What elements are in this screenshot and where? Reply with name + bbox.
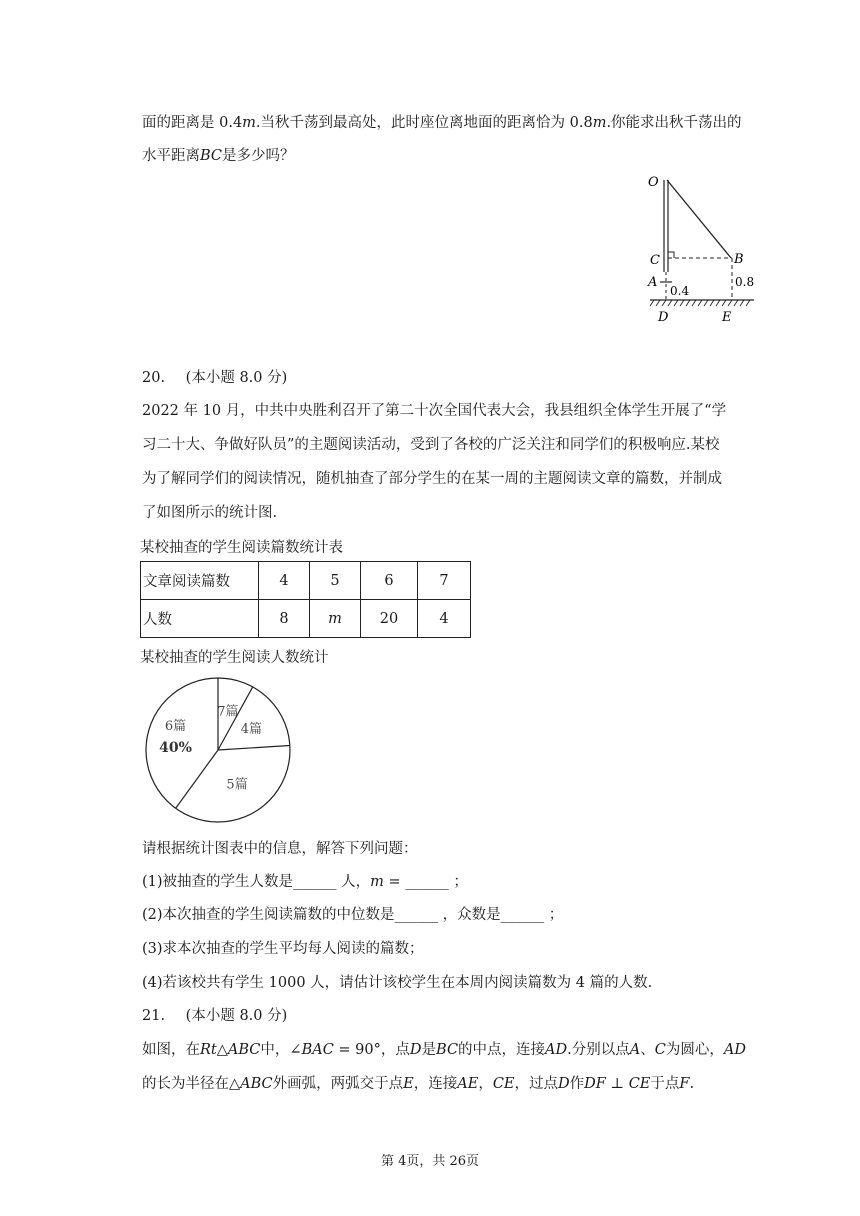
table-cell: 文章阅读篇数 <box>141 562 259 600</box>
pie-label: 4篇 <box>240 721 263 737</box>
pie-label: 6篇 <box>164 719 187 735</box>
pie-label: 5篇 <box>226 777 248 793</box>
label-C: C <box>650 253 660 268</box>
variable: D <box>558 1076 570 1092</box>
text: .你能求出秋千荡出的 <box>606 115 742 131</box>
text: .分别以点 <box>567 1042 630 1058</box>
question-number: 20. <box>142 370 166 386</box>
chart-title: 某校抽查的学生阅读人数统计 <box>140 650 329 666</box>
variable: AD <box>545 1042 568 1058</box>
variable: F <box>679 1076 690 1092</box>
label-O: O <box>648 175 659 190</box>
text: 于点 <box>650 1076 680 1092</box>
table-cell: 7 <box>418 562 471 600</box>
text: △ <box>216 1042 228 1058</box>
variable: AD <box>723 1042 746 1058</box>
stats-table <box>140 561 471 638</box>
variable: m <box>328 610 342 627</box>
label-0.8: 0.8 <box>735 275 755 289</box>
text: 中，∠ <box>260 1042 302 1058</box>
text: ，连接 <box>413 1076 458 1092</box>
variable: DF <box>584 1076 606 1092</box>
q20-para-2: 习二十大、争做好队员”的主题阅读活动，受到了各校的广泛关注和同学们的积极响应.某校 <box>142 437 720 453</box>
unit: m <box>242 115 256 131</box>
variable: C <box>654 1042 666 1058</box>
table-cell: 5 <box>310 562 361 600</box>
pie-percent-label: 40% <box>159 740 192 757</box>
q20-para-4: 了如图所示的统计图. <box>142 505 278 521</box>
variable: m <box>370 874 384 890</box>
prev-line-1 <box>142 111 742 132</box>
q21-line-2 <box>142 1072 694 1093</box>
label-B: B <box>734 252 744 267</box>
questions-intro: 请根据统计图表中的信息，解答下列问题： <box>142 841 418 857</box>
text: ， <box>478 1076 493 1092</box>
q20-sub-1 <box>142 870 468 891</box>
text: ⊥ <box>605 1076 629 1092</box>
variable: BAC <box>301 1042 334 1058</box>
text: 的中点，连接 <box>458 1042 546 1058</box>
q20-sub-3: (3)求本次抽查的学生平均每人阅读的篇数； <box>142 941 424 957</box>
text: 是 <box>421 1042 437 1058</box>
q20-para-3: 为了解同学们的阅读情况，随机抽查了部分学生的在某一周的主题阅读文章的篇数，并制成 <box>142 471 722 487</box>
variable: CE <box>628 1076 651 1092</box>
variable: A <box>629 1042 641 1058</box>
text: 、 <box>640 1042 655 1058</box>
q20-sub-2: (2)本次抽查的学生阅读篇数的中位数是______ ，众数是______ ； <box>142 907 564 923</box>
question-score: (本小题 8.0 分) <box>185 370 288 386</box>
variable: AE <box>457 1076 479 1092</box>
text: = 90°，点 <box>333 1042 410 1058</box>
table-cell: 人数 <box>141 600 259 638</box>
table-cell: 6 <box>361 562 418 600</box>
q21-line-1 <box>142 1038 746 1059</box>
text: = ______ ； <box>383 874 468 890</box>
variable: Rt <box>200 1042 217 1058</box>
text: 面的距离是 0.4 <box>142 115 243 131</box>
table-row <box>141 562 471 600</box>
text: 作 <box>569 1076 585 1092</box>
table-cell: 4 <box>418 600 471 638</box>
q21-header <box>142 1004 287 1025</box>
variable: ABC <box>227 1042 261 1058</box>
text: 外画弧，两弧交于点 <box>272 1076 404 1092</box>
pie-chart <box>140 672 296 828</box>
label-A: A <box>648 275 658 290</box>
table-cell <box>310 600 361 638</box>
table-cell: 4 <box>259 562 310 600</box>
q20-header <box>142 366 287 387</box>
page-footer: 第 4页，共 26页 <box>380 1154 480 1169</box>
swing-diagram <box>640 168 760 328</box>
text: ，过点 <box>514 1076 558 1092</box>
q20-sub-4: (4)若该校共有学生 1000 人，请估计该校学生在本周内阅读篇数为 4 篇的人数. <box>142 975 653 991</box>
table-title: 某校抽查的学生阅读篇数统计表 <box>140 540 343 556</box>
text: 的长为半径在△ <box>142 1076 241 1092</box>
text: 水平距离 <box>142 148 200 164</box>
unit: m <box>592 115 607 131</box>
text: (1)被抽查的学生人数是______ 人， <box>142 874 371 890</box>
table-row <box>141 600 471 638</box>
text: 是多少吗？ <box>222 148 295 164</box>
question-number: 21. <box>142 1008 166 1024</box>
text: . <box>689 1076 695 1092</box>
variable: BC <box>436 1042 459 1058</box>
q20-para-1: 2022 年 10 月，中共中央胜利召开了第二十次全国代表大会，我县组织全体学生开展了“学 <box>142 403 727 419</box>
text: 如图，在 <box>142 1042 200 1058</box>
variable: ABC <box>240 1076 273 1092</box>
prev-line-2 <box>142 144 295 165</box>
label-D: D <box>658 310 669 325</box>
table-cell: 20 <box>361 600 418 638</box>
text: .当秋千荡到最高处，此时座位离地面的距离恰为 0.8 <box>255 115 593 131</box>
label-E: E <box>722 310 732 325</box>
variable: BC <box>200 148 223 164</box>
text: 为圆心， <box>665 1042 724 1058</box>
table-cell: 8 <box>259 600 310 638</box>
variable: CE <box>492 1076 515 1092</box>
variable: D <box>409 1042 422 1058</box>
label-0.4: 0.4 <box>670 284 690 298</box>
question-score: (本小题 8.0 分) <box>185 1008 288 1024</box>
pie-label: 7篇 <box>217 704 239 720</box>
variable: E <box>403 1076 414 1092</box>
